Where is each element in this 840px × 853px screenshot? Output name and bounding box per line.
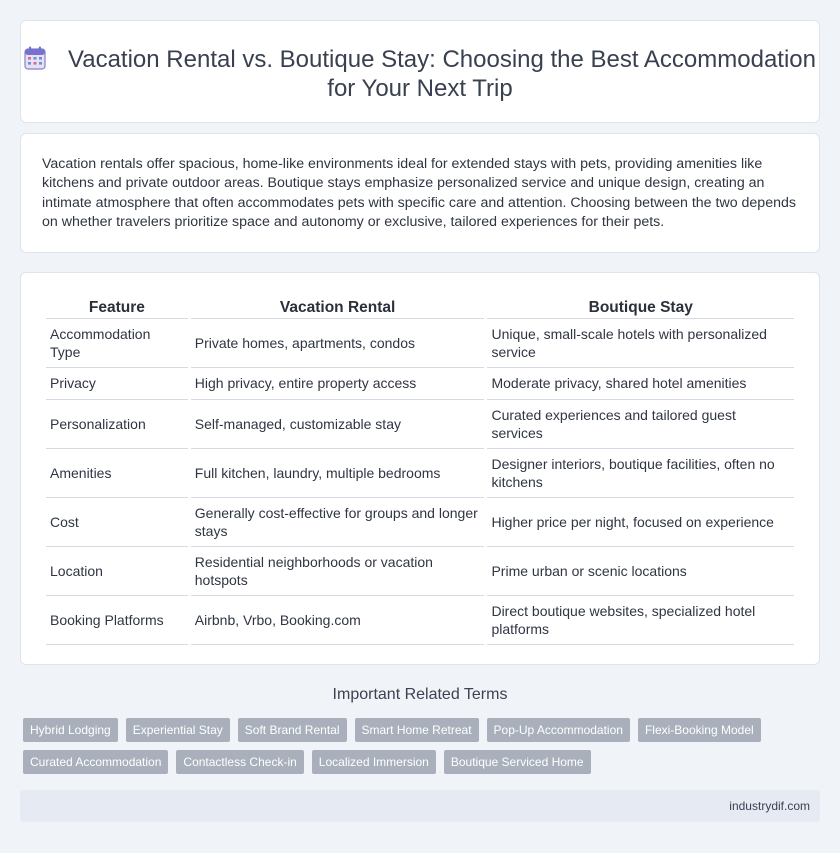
term-tag[interactable]: Experiential Stay bbox=[126, 718, 230, 742]
term-tag[interactable]: Pop-Up Accommodation bbox=[487, 718, 630, 742]
footer-bar bbox=[20, 790, 820, 822]
page-title bbox=[21, 45, 819, 103]
table-row bbox=[46, 319, 794, 368]
vacation-rental-cell: Private homes, apartments, condos bbox=[191, 319, 485, 368]
feature-cell: Accommodation Type bbox=[46, 319, 188, 368]
related-terms-heading: Important Related Terms bbox=[332, 686, 508, 703]
term-tag[interactable]: Hybrid Lodging bbox=[23, 718, 118, 742]
calendar-icon bbox=[24, 46, 46, 70]
header-boutique-stay: Boutique Stay bbox=[487, 295, 794, 319]
boutique-stay-cell: Unique, small-scale hotels with personalized service bbox=[487, 319, 794, 368]
boutique-stay-cell: Moderate privacy, shared hotel amenities bbox=[487, 368, 794, 400]
vacation-rental-cell: Airbnb, Vrbo, Booking.com bbox=[191, 596, 485, 645]
intro-card bbox=[20, 133, 820, 253]
table-row bbox=[46, 400, 794, 449]
feature-cell: Booking Platforms bbox=[46, 596, 188, 645]
boutique-stay-cell: Direct boutique websites, specialized hotel platforms bbox=[487, 596, 794, 645]
vacation-rental-cell: Generally cost-effective for groups and longer stays bbox=[191, 498, 485, 547]
feature-cell: Amenities bbox=[46, 449, 188, 498]
vacation-rental-cell: Self-managed, customizable stay bbox=[191, 400, 485, 449]
title-card bbox=[20, 20, 820, 123]
term-tag[interactable]: Smart Home Retreat bbox=[355, 718, 479, 742]
table-row bbox=[46, 547, 794, 596]
boutique-stay-cell: Higher price per night, focused on experience bbox=[487, 498, 794, 547]
table-row bbox=[46, 596, 794, 645]
table-row bbox=[46, 449, 794, 498]
feature-cell: Personalization bbox=[46, 400, 188, 449]
page-title-text: Vacation Rental vs. Boutique Stay: Choosing the Best Accommodation for Your Next Trip bbox=[68, 46, 816, 102]
term-tag[interactable]: Curated Accommodation bbox=[23, 750, 168, 774]
boutique-stay-cell: Curated experiences and tailored guest services bbox=[487, 400, 794, 449]
table-header-row bbox=[46, 295, 794, 319]
vacation-rental-cell: Full kitchen, laundry, multiple bedrooms bbox=[191, 449, 485, 498]
comparison-card bbox=[20, 272, 820, 665]
term-tag[interactable]: Localized Immersion bbox=[312, 750, 436, 774]
term-tag[interactable]: Boutique Serviced Home bbox=[444, 750, 591, 774]
related-terms-list bbox=[23, 718, 803, 782]
header-feature: Feature bbox=[46, 295, 188, 319]
vacation-rental-cell: Residential neighborhoods or vacation hotspots bbox=[191, 547, 485, 596]
footer-site-link[interactable]: industrydif.com bbox=[729, 799, 810, 813]
feature-cell: Cost bbox=[46, 498, 188, 547]
feature-cell: Privacy bbox=[46, 368, 188, 400]
boutique-stay-cell: Designer interiors, boutique facilities, often no kitchens bbox=[487, 449, 794, 498]
feature-cell: Location bbox=[46, 547, 188, 596]
term-tag[interactable]: Flexi-Booking Model bbox=[638, 718, 761, 742]
table-row bbox=[46, 368, 794, 400]
term-tag[interactable]: Contactless Check-in bbox=[176, 750, 303, 774]
term-tag[interactable]: Soft Brand Rental bbox=[238, 718, 347, 742]
table-row bbox=[46, 498, 794, 547]
header-vacation-rental: Vacation Rental bbox=[191, 295, 485, 319]
intro-paragraph: Vacation rentals offer spacious, home-like environments ideal for extended stays with pets, providing amenities like kitchens and private outdoor areas. Boutique stays emphasize personalized service and unique design, creating an intimate atmosphere that often accommodates pets with specific care and attention. Choosing between the two depends on whether travelers prioritize space and autonomy or exclusive, tailored experiences for their pets. bbox=[42, 156, 796, 231]
boutique-stay-cell: Prime urban or scenic locations bbox=[487, 547, 794, 596]
vacation-rental-cell: High privacy, entire property access bbox=[191, 368, 485, 400]
comparison-table bbox=[43, 295, 797, 645]
